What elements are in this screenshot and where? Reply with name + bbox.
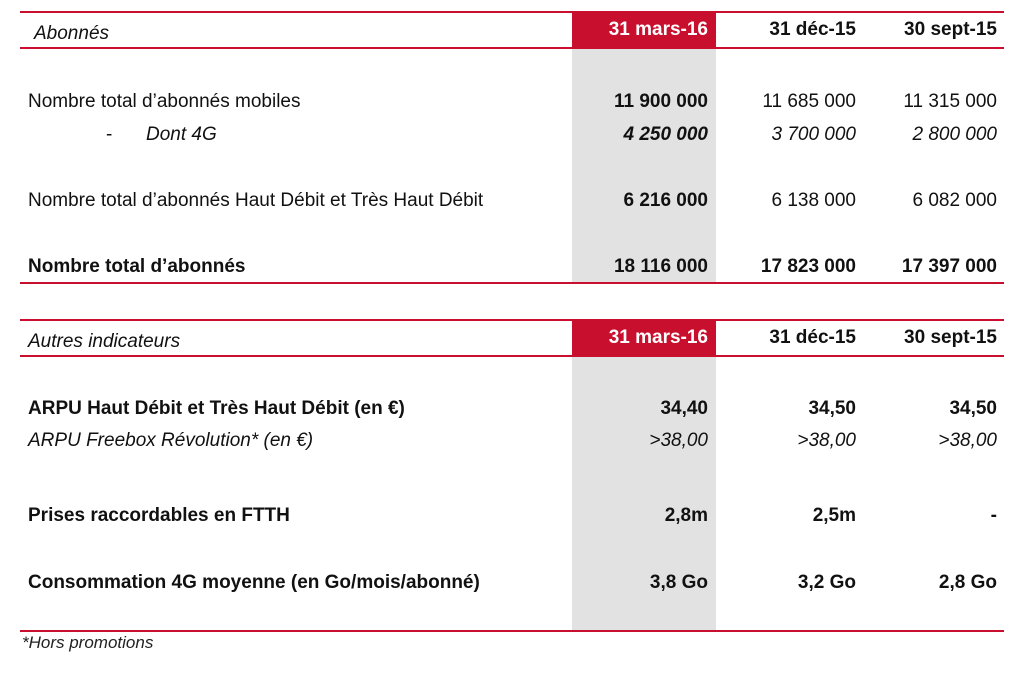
- cell-dec-15: 3 700 000: [771, 124, 856, 145]
- highlight-header: [572, 13, 716, 47]
- cell-dec-15: 6 138 000: [771, 190, 856, 211]
- cell-dec-15: 3,2 Go: [797, 572, 856, 593]
- header-rule: [20, 47, 1004, 49]
- row-label: ARPU Freebox Révolution* (en €): [28, 430, 314, 451]
- row-label: Nombre total d’abonnés: [28, 256, 246, 277]
- indicators-table: [20, 319, 1004, 632]
- cell-mar-16: 11 900 000: [613, 91, 708, 112]
- cell-dec-15: 2,5m: [812, 505, 856, 526]
- row-label: Consommation 4G moyenne (en Go/mois/abonné): [28, 572, 480, 593]
- header-mar-16: 31 mars-16: [608, 19, 708, 40]
- cell-mar-16: 34,40: [660, 398, 708, 419]
- cell-sep-15: 6 082 000: [912, 190, 997, 211]
- cell-sep-15: 2 800 000: [912, 124, 997, 145]
- header-sep-15: 30 sept-15: [904, 19, 997, 40]
- cell-mar-16: >38,00: [649, 430, 708, 451]
- cell-mar-16: 3,8 Go: [649, 572, 708, 593]
- cell-dec-15: 17 823 000: [760, 256, 856, 277]
- highlight-header: [572, 321, 716, 355]
- table-top-rule: [20, 11, 1004, 13]
- footnote: *Hors promotions: [22, 633, 154, 652]
- row-label: Nombre total d’abonnés Haut Débit et Très Haut Débit: [28, 190, 484, 211]
- cell-mar-16: 18 116 000: [613, 256, 708, 277]
- header-rule: [20, 355, 1004, 357]
- cell-dec-15: 11 685 000: [762, 91, 856, 112]
- cell-mar-16: 2,8m: [664, 505, 708, 526]
- cell-dec-15: >38,00: [797, 430, 856, 451]
- cell-mar-16: 4 250 000: [623, 124, 708, 145]
- cell-sep-15: >38,00: [938, 430, 997, 451]
- cell-mar-16: 6 216 000: [623, 190, 708, 211]
- cell-sep-15: 11 315 000: [903, 91, 997, 112]
- cell-dec-15: 34,50: [808, 398, 856, 419]
- table-top-rule: [20, 319, 1004, 321]
- table-title: Abonnés: [34, 23, 110, 44]
- highlight-column: [572, 47, 716, 284]
- header-sep-15: 30 sept-15: [904, 327, 997, 348]
- row-label: Dont 4G: [146, 124, 217, 145]
- table-title: Autres indicateurs: [28, 331, 181, 352]
- subscribers-table: [20, 11, 1004, 284]
- cell-sep-15: 2,8 Go: [938, 572, 997, 593]
- cell-sep-15: -: [990, 505, 997, 526]
- row-label: Prises raccordables en FTTH: [28, 505, 290, 526]
- row-dash: -: [106, 124, 113, 145]
- row-label: ARPU Haut Débit et Très Haut Débit (en €): [28, 398, 405, 419]
- table-bottom-rule: [20, 282, 1004, 284]
- header-dec-15: 31 déc-15: [769, 19, 856, 40]
- row-label: Nombre total d’abonnés mobiles: [28, 91, 301, 112]
- table-bottom-rule: [20, 630, 1004, 632]
- cell-sep-15: 34,50: [949, 398, 997, 419]
- cell-sep-15: 17 397 000: [901, 256, 997, 277]
- header-mar-16: 31 mars-16: [608, 327, 708, 348]
- header-dec-15: 31 déc-15: [769, 327, 856, 348]
